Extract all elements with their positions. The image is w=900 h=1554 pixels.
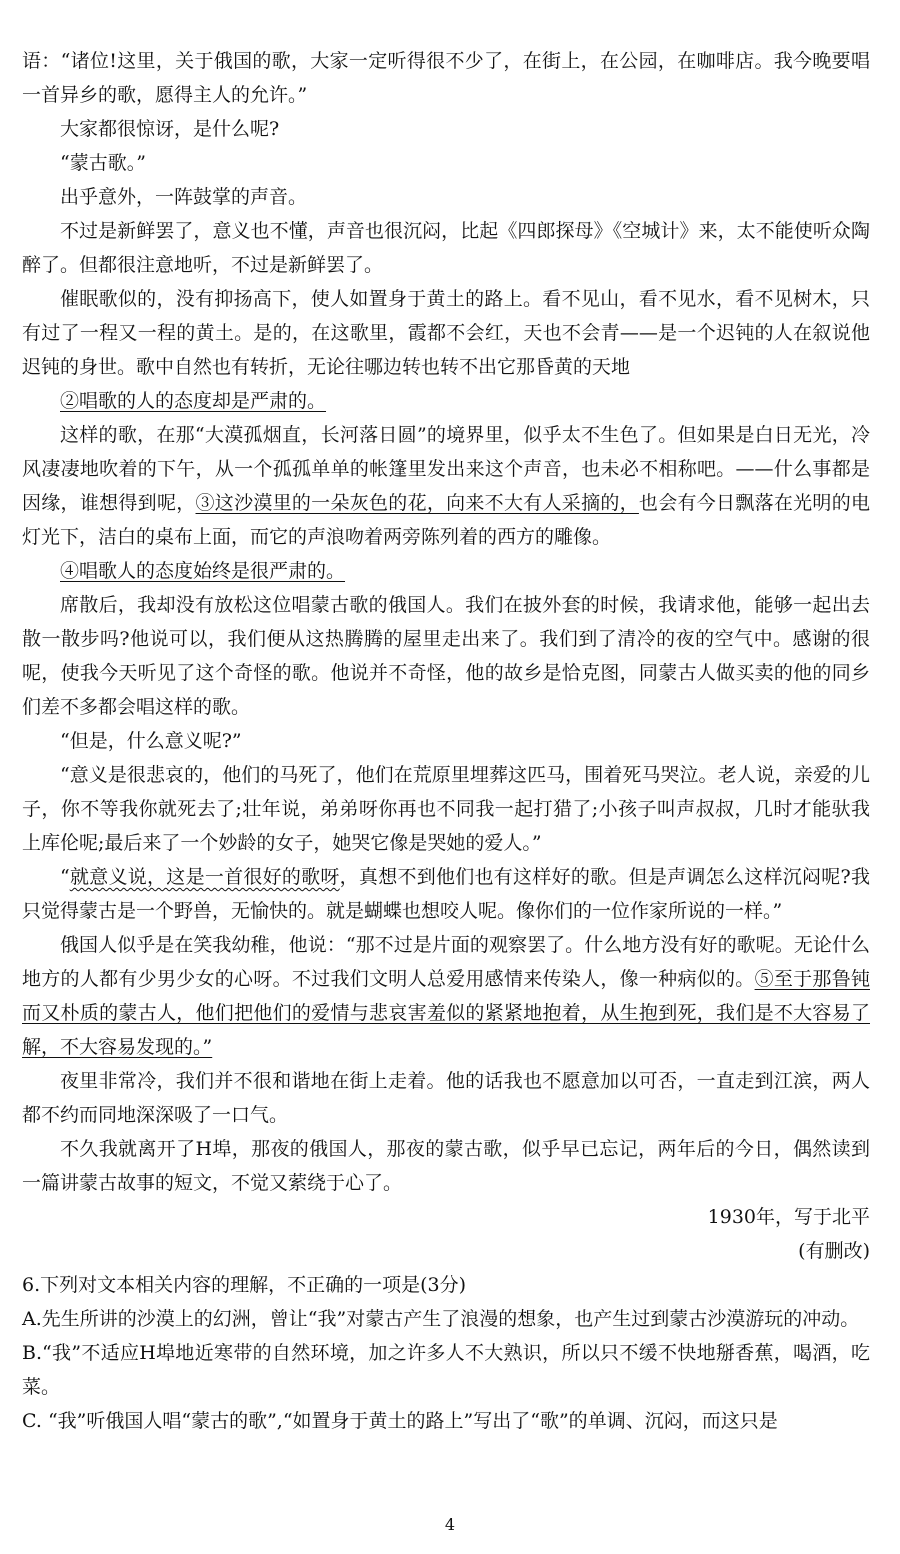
page-number: 4	[444, 1515, 456, 1534]
passage-note: (有删改)	[798, 1240, 870, 1262]
underlined-sentence-3: ③这沙漠里的一朵灰色的花，向来不大有人采摘的，	[195, 492, 639, 514]
option-c: C. “我”听俄国人唱“蒙古的歌”,“如置身于黄土的路上”写出了“歌”的单调、沉闷，而这只是	[22, 1410, 778, 1432]
passage-paragraph	[22, 860, 870, 928]
passage-paragraph	[22, 384, 870, 418]
wavy-underlined-phrase: 就意义说，这是一首很好的歌呀	[69, 866, 340, 888]
option-b: B.“我”不适应H埠地近寒带的自然环境，加之许多人不大熟识，所以只不缓不快地掰香蕉，喝酒，吃菜。	[22, 1342, 870, 1398]
passage-paragraph: 催眠歌似的，没有抑扬高下，使人如置身于黄土的路上。看不见山，看不见水，看不见树木，只有过了一程又一程的黄土。是的，在这歌里，霞都不会红，天也不会青——是一个迟钝的人在叙说他迟钝的身世。歌中自然也有转折，无论往哪边转也转不出它那昏黄的天地	[22, 288, 870, 378]
passage-paragraph: 不过是新鲜罢了，意义也不懂，声音也很沉闷，比起《四郎探母》《空城计》来，太不能使听众陶醉了。但都很注意地听，不过是新鲜罢了。	[22, 220, 870, 276]
passage-text: 俄国人似乎是在笑我幼稚，他说：“那不过是片面的观察罢了。什么地方没有好的歌呢。无论什么地方的人都有少男少女的心呀。不过我们文明人总爱用感情来传染人，像一种病似的。	[22, 934, 870, 990]
passage-paragraph: 席散后，我却没有放松这位唱蒙古歌的俄国人。我们在披外套的时候，我请求他，能够一起出去散一散步吗?他说可以，我们便从这热腾腾的屋里走出来了。我们到了清冷的夜的空气中。感谢的很呢，使我今天听见了这个奇怪的歌。他说并不奇怪，他的故乡是恰克图，同蒙古人做买卖的他的同乡们差不多都会唱这样的歌。	[22, 594, 870, 718]
passage-paragraph: 出乎意外，一阵鼓掌的声音。	[60, 186, 308, 208]
question-stem: 6.下列对文本相关内容的理解，不正确的一项是(3分)	[22, 1274, 467, 1296]
document-body	[22, 44, 870, 1438]
passage-paragraph: 大家都很惊讶，是什么呢?	[60, 118, 280, 140]
passage-text: ，真想不到他们也有这样好的歌。但是声调怎么这样沉闷呢?我只觉得蒙古是一个野兽，无愉快的。就是蝴蝶也想咬人呢。像你们的一位作家所说的一样。”	[22, 866, 870, 922]
passage-paragraph: “蒙古歌。”	[60, 152, 146, 174]
passage-paragraph: 不久我就离开了H埠，那夜的俄国人，那夜的蒙古歌，似乎早已忘记，两年后的今日，偶然读到一篇讲蒙古故事的短文，不觉又萦绕于心了。	[22, 1138, 870, 1194]
passage-text: 也会有今日飘落在光明的电灯光下，洁白的桌布上面，而它的声浪吻着两旁陈列着的西方的雕像。	[22, 492, 870, 548]
underlined-sentence-2: ②唱歌的人的态度却是严肃的。	[60, 390, 327, 412]
passage-paragraph: “意义是很悲哀的，他们的马死了，他们在荒原里埋葬这匹马，围着死马哭泣。老人说，亲爱的儿子，你不等我你就死去了;壮年说，弟弟呀你再也不同我一起打猎了;小孩子叫声叔叔，几时才能驮我上库伦呢;最后来了一个妙龄的女子，她哭它像是哭她的爱人。”	[22, 764, 870, 854]
underlined-sentence-5: ⑤至于那鲁钝而又朴质的蒙古人，他们把他们的爱情与悲哀害羞似的紧紧地抱着，从生抱到死，我们是不大容易了解，不大容易发现的。”	[22, 968, 870, 1058]
passage-paragraph	[22, 554, 870, 588]
option-a: A.先生所讲的沙漠上的幻洲，曾让“我”对蒙古产生了浪漫的想象，也产生过到蒙古沙漠游玩的冲动。	[22, 1308, 860, 1330]
underlined-sentence-4: ④唱歌人的态度始终是很严肃的。	[60, 560, 346, 582]
passage-text: “	[60, 866, 70, 888]
passage-paragraph: 夜里非常冷，我们并不很和谐地在街上走着。他的话我也不愿意加以可否，一直走到江滨，两人都不约而同地深深吸了一口气。	[22, 1070, 870, 1126]
passage-paragraph: 语：“诸位!这里，关于俄国的歌，大家一定听得很不少了，在街上，在公园，在咖啡店。我今晚要唱一首异乡的歌，愿得主人的允许。”	[22, 50, 870, 106]
passage-paragraph: “但是，什么意义呢?”	[60, 730, 242, 752]
passage-date: 1930年，写于北平	[707, 1206, 870, 1228]
passage-paragraph	[22, 418, 870, 554]
passage-paragraph	[22, 928, 870, 1064]
passage-text: 这样的歌，在那“大漠孤烟直，长河落日圆”的境界里，似乎太不生色了。但如果是白日无光，冷风凄凄地吹着的下午，从一个孤孤单单的帐篷里发出来这个声音，也未必不相称吧。——什么事都是因缘，谁想得到呢，	[22, 424, 870, 514]
